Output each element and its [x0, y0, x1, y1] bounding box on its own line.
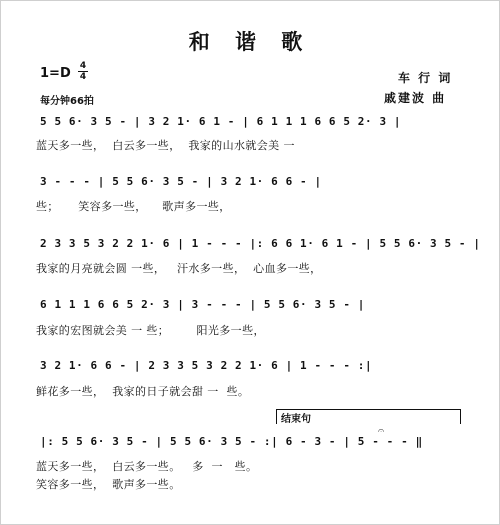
composer-credit: 戚建波 曲: [384, 91, 447, 105]
lyric-line-5: 鲜花多一些， 我家的日子就会甜 一 些。: [36, 385, 250, 398]
ending-label: 结束句: [281, 414, 311, 425]
notation-line-1: 5 5 6· 3 5 - | 3 2 1· 6 1 - | 6 1 1 1 6 6 5 2· 3 |: [40, 115, 402, 128]
lyric-line-7: 笑容多一些， 歌声多一些。: [36, 478, 181, 491]
notation-line-3: 2 3 3 5 3 2 2 1· 6 | 1 - - - |: 6 6 1· 6 1 - | 5 5 6· 3 5 - |: [40, 237, 481, 250]
notation-line-4: 6 1 1 1 6 6 5 2· 3 | 3 - - - | 5 5 6· 3 5 - |: [40, 298, 366, 311]
lyricist-credit: 车 行 词: [398, 71, 453, 85]
lyric-line-1: 蓝天多一些， 白云多一些， 我家的山水就会美 一: [36, 139, 295, 152]
lyric-line-3: 我家的月亮就会圆 一些， 汗水多一些， 心血多一些，: [36, 262, 322, 275]
lyric-line-4: 我家的宏图就会美 一 些； 阳光多一些，: [36, 324, 265, 337]
song-title: 和 谐 歌: [188, 29, 312, 54]
time-signature-top: 4: [79, 61, 87, 71]
fermata-icon: 𝄐: [378, 424, 385, 437]
ending-bracket: [276, 409, 461, 424]
key-signature: 1=D: [40, 66, 71, 81]
lyric-line-6: 蓝天多一些， 白云多一些。 多 一 些。: [36, 460, 258, 473]
time-signature: [78, 61, 88, 82]
notation-line-6: |: 5 5 6· 3 5 - | 5 5 6· 3 5 - :| 6 - 3 - | 5 - - - ‖: [40, 435, 423, 448]
tempo-marking: 每分钟66拍: [40, 96, 94, 107]
notation-line-2: 3 - - - | 5 5 6· 3 5 - | 3 2 1· 6 6 - |: [40, 175, 322, 188]
lyric-line-2: 些； 笑容多一些， 歌声多一些，: [36, 200, 231, 213]
time-signature-bottom: 4: [79, 72, 87, 82]
notation-line-5: 3 2 1· 6 6 - | 2 3 3 5 3 2 2 1· 6 | 1 - - - :|: [40, 359, 373, 372]
